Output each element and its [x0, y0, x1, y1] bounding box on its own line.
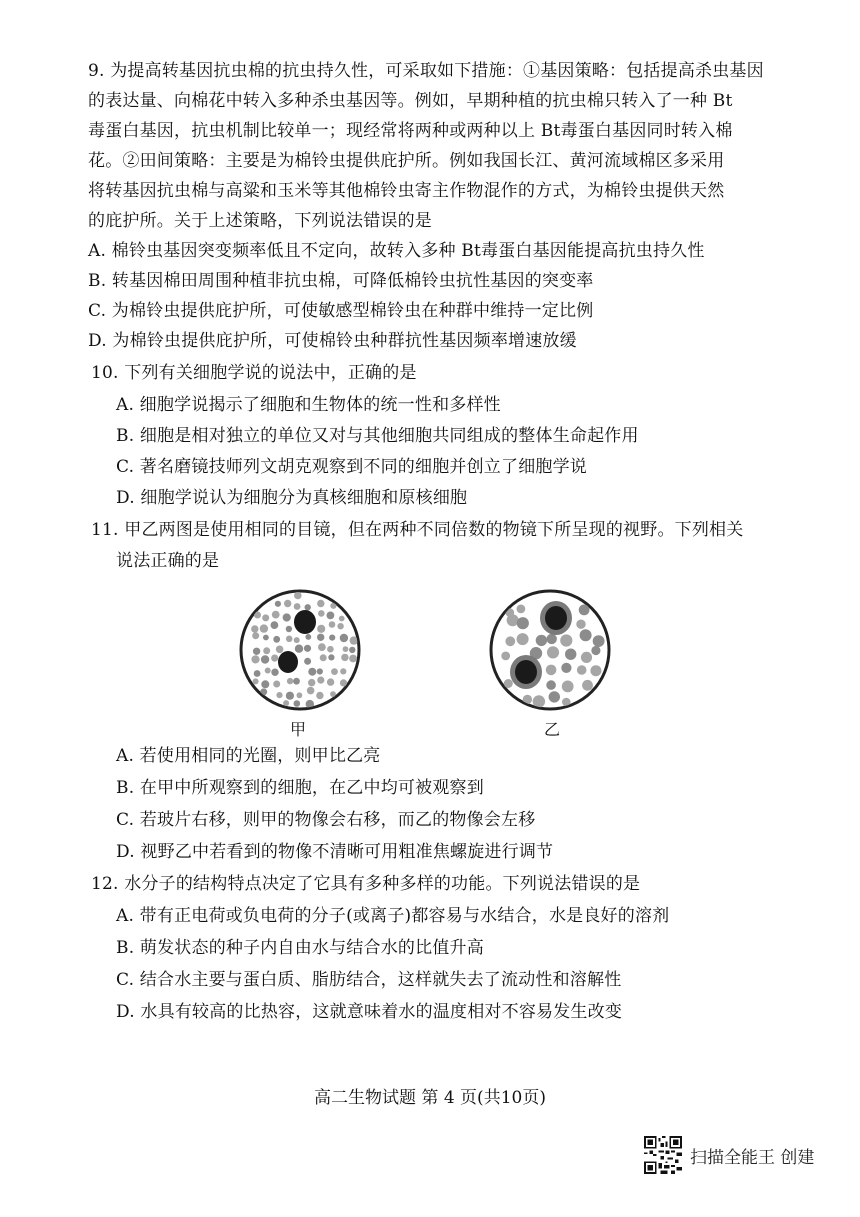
- small-cell: [317, 668, 323, 674]
- small-cell: [340, 634, 348, 642]
- small-cell: [305, 634, 311, 640]
- small-cell: [349, 655, 357, 663]
- q12-option-a: A. 带有正电荷或负电荷的分子(或离子)都容易与水结合，水是良好的溶剂: [116, 906, 670, 926]
- q10-option-d: D. 细胞学说认为细胞分为真核细胞和原核细胞: [116, 488, 468, 508]
- small-cell: [517, 633, 529, 645]
- small-cell: [251, 625, 258, 632]
- small-cell: [565, 649, 576, 660]
- small-cell: [507, 614, 519, 626]
- small-cell: [579, 605, 590, 616]
- small-cell: [287, 678, 293, 684]
- small-cell: [262, 614, 269, 621]
- small-cell: [286, 636, 293, 643]
- q12-stem: 12. 水分子的结构特点决定了它具有多种多样的功能。下列说法错误的是: [91, 874, 641, 894]
- small-cell: [317, 600, 324, 607]
- small-cell: [329, 621, 336, 628]
- small-cell: [547, 646, 559, 658]
- small-cell: [283, 613, 291, 621]
- q11-option-a: A. 若使用相同的光圈，则甲比乙亮: [116, 746, 381, 766]
- watermark-text: 扫描全能王 创建: [690, 1147, 815, 1168]
- small-cell: [339, 616, 345, 622]
- small-cell: [340, 668, 346, 674]
- small-cell: [273, 681, 280, 688]
- small-cell: [320, 654, 327, 661]
- small-cell: [265, 668, 271, 674]
- small-cell: [295, 645, 303, 653]
- small-cell: [273, 636, 280, 643]
- small-cell: [581, 652, 592, 663]
- small-cell: [576, 620, 585, 629]
- small-cell: [286, 692, 294, 700]
- q10-option-a: A. 细胞学说揭示了细胞和生物体的统一性和多样性: [116, 395, 501, 415]
- small-cell: [272, 611, 280, 619]
- small-cell: [293, 678, 300, 685]
- small-cell: [517, 617, 529, 629]
- q9-stem-line-3: 毒蛋白基因，抗虫机制比较单一；现经常将两种或两种以上 Bt毒蛋白基因同时转入棉: [88, 121, 733, 141]
- q9-stem-line-2: 的表达量、向棉花中转入多种杀虫基因等。例如，早期种植的抗虫棉只转入了一种 Bt: [88, 91, 733, 111]
- figure-label-jia: 甲: [290, 720, 307, 739]
- small-cell: [308, 668, 316, 676]
- microscope-field-jia: [238, 588, 362, 712]
- small-cell: [341, 654, 348, 661]
- q11-option-b: B. 在甲中所观察到的细胞，在乙中均可被观察到: [116, 778, 484, 798]
- small-cell: [591, 646, 600, 655]
- small-cell: [501, 652, 510, 661]
- scanner-watermark: [644, 1135, 814, 1175]
- q9-option-d: D. 为棉铃虫提供庇护所，可使棉铃虫种群抗性基因频率增速放缓: [88, 331, 577, 351]
- small-cell: [307, 687, 315, 695]
- small-cell: [505, 636, 515, 646]
- large-cell-yi-2-nucleus: [515, 660, 537, 684]
- figure-label-yi: 乙: [544, 720, 561, 739]
- small-cell: [327, 612, 335, 620]
- small-cell: [318, 610, 325, 617]
- q11-option-c: C. 若玻片右移，则甲的物像会右移，而乙的物像会左移: [116, 810, 536, 830]
- q9-option-b: B. 转基因棉田周围种植非抗虫棉，可降低棉铃虫抗性基因的突变率: [88, 271, 594, 291]
- microscope-field-jia-graphic: [238, 588, 362, 712]
- q11-stem-line-2: 说法正确的是: [116, 551, 220, 571]
- q9-option-c: C. 为棉铃虫提供庇护所，可使敏感型棉铃虫在种群中维持一定比例: [88, 301, 594, 321]
- small-cell: [536, 635, 547, 646]
- small-cell: [254, 670, 261, 677]
- small-cell: [271, 669, 278, 676]
- page-footer: 高二生物试题 第 4 页(共10页): [314, 1088, 546, 1108]
- small-cell: [316, 692, 323, 699]
- small-cell: [317, 634, 324, 641]
- small-cell: [294, 637, 300, 643]
- q11-stem-line-1: 11. 甲乙两图是使用相同的目镜，但在两种不同倍数的物镜下所呈现的视野。下列相关: [91, 520, 744, 540]
- small-cell: [297, 692, 303, 698]
- small-cell: [593, 635, 605, 647]
- small-cell: [330, 691, 336, 697]
- small-cell: [253, 648, 260, 655]
- small-cell: [305, 604, 311, 610]
- small-cell: [517, 605, 526, 614]
- small-cell: [271, 621, 279, 629]
- large-cell-yi-1-nucleus: [545, 606, 567, 630]
- small-cell: [580, 629, 592, 641]
- small-cell: [590, 665, 601, 676]
- small-cell: [253, 678, 259, 684]
- q12-option-b: B. 萌发状态的种子内自由水与结合水的比值升高: [116, 938, 484, 958]
- small-cell: [263, 647, 270, 654]
- small-cell: [252, 632, 259, 639]
- small-cell: [251, 655, 259, 663]
- small-cell: [560, 634, 572, 646]
- small-cell: [318, 643, 326, 651]
- microscope-field-yi: [488, 588, 612, 712]
- small-cell: [294, 592, 302, 600]
- small-cell: [343, 646, 349, 652]
- q10-option-b: B. 细胞是相对独立的单位又对与其他细胞共同组成的整体生命起作用: [116, 426, 639, 446]
- small-cell: [276, 692, 282, 698]
- small-cell: [261, 655, 269, 663]
- small-cell: [582, 680, 593, 691]
- small-cell: [561, 663, 571, 673]
- q10-option-c: C. 著名磨镜技师列文胡克观察到不同的细胞并创立了细胞学说: [116, 457, 588, 477]
- small-cell: [329, 635, 335, 641]
- small-cell: [308, 679, 315, 686]
- large-cell-jia-2: [278, 651, 298, 673]
- small-cell: [260, 624, 268, 632]
- small-cell: [577, 665, 587, 675]
- small-cell: [549, 691, 560, 702]
- q11-option-d: D. 视野乙中若看到的物像不清晰可用粗准焦螺旋进行调节: [116, 842, 554, 862]
- q9-stem-line-1: 9. 为提高转基因抗虫棉的抗虫持久性，可采取如下措施：①基因策略：包括提高杀虫基因: [88, 61, 764, 81]
- microscope-field-yi-graphic: [488, 588, 612, 712]
- small-cell: [546, 680, 556, 690]
- small-cell: [331, 668, 338, 675]
- small-cell: [337, 623, 343, 629]
- q9-option-a: A. 棉铃虫基因突变频率低且不定向，故转入多种 Bt毒蛋白基因能提高抗虫持久性: [88, 241, 705, 261]
- small-cell: [286, 626, 292, 632]
- q12-option-d: D. 水具有较高的比热容，这就意味着水的温度相对不容易发生改变: [116, 1002, 623, 1022]
- small-cell: [327, 646, 334, 653]
- small-cell: [304, 658, 311, 665]
- q9-stem-line-5: 将转基因抗虫棉与高粱和玉米等其他棉铃虫寄主作物混作的方式，为棉铃虫提供天然: [88, 181, 725, 201]
- small-cell: [294, 700, 301, 707]
- q9-stem-line-6: 的庇护所。关于上述策略，下列说法错误的是: [88, 211, 432, 231]
- small-cell: [276, 646, 284, 654]
- small-cell: [504, 679, 513, 688]
- small-cell: [349, 647, 355, 653]
- large-cell-jia-1: [294, 610, 316, 634]
- small-cell: [263, 635, 269, 641]
- q10-stem: 10. 下列有关细胞学说的说法中，正确的是: [91, 363, 417, 383]
- small-cell: [275, 601, 281, 607]
- small-cell: [283, 700, 289, 706]
- small-cell: [284, 600, 291, 607]
- small-cell: [562, 681, 574, 693]
- q9-stem-line-4: 花。②田间策略：主要是为棉铃虫提供庇护所。例如我国长江、黄河流域棉区多采用: [88, 151, 725, 171]
- small-cell: [328, 654, 334, 660]
- small-cell: [294, 603, 301, 610]
- small-cell: [304, 645, 311, 652]
- small-cell: [533, 695, 545, 707]
- q12-option-c: C. 结合水主要与蛋白质、脂肪结合，这样就失去了流动性和溶解性: [116, 970, 622, 990]
- small-cell: [317, 677, 324, 684]
- qr-code-icon: [644, 1136, 682, 1174]
- small-cell: [547, 634, 557, 644]
- small-cell: [261, 680, 269, 688]
- small-cell: [271, 655, 278, 662]
- small-cell: [317, 625, 325, 633]
- small-cell: [327, 678, 334, 685]
- small-cell: [546, 665, 557, 676]
